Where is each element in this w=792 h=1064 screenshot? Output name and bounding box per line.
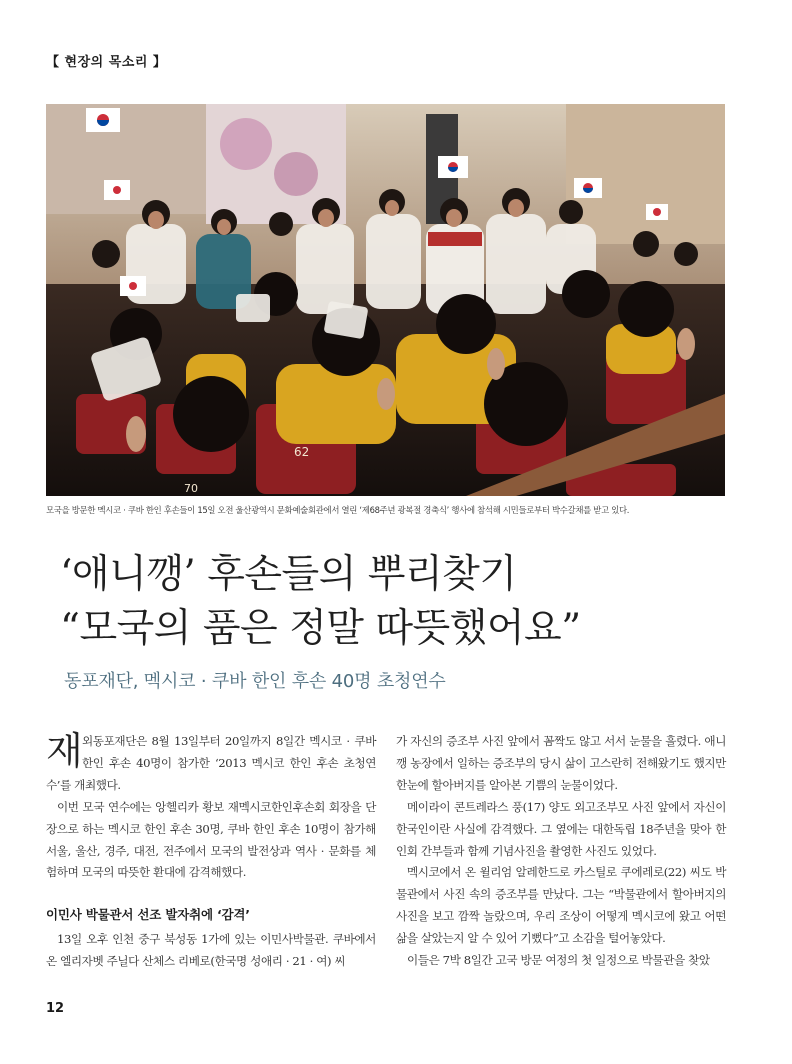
article-paragraph: 이들은 7박 8일간 고국 방문 여정의 첫 일정으로 박물관을 찾았 [407,953,710,968]
seat-label: 70 [184,482,198,495]
section-label: 【 현장의 목소리 】 [46,55,167,70]
subheadline: 동포재단, 멕시코 · 쿠바 한인 후손 40명 초청연수 [64,671,446,692]
page-number: 12 [46,1001,65,1016]
article-paragraph: 메이라이 콘트레라스 풍(17) 양도 외고조부모 사진 앞에서 자신이 한국인이란 사실에 감격했다. 그 옆에는 대한독립 18주년을 맞아 한인회 간부들과 함께 기념사진을 촬영한 사진도 있었다. [396,799,726,858]
article-paragraph: 이번 모국 연수에는 앙헬리카 황보 재멕시코한인후손회 회장을 단장으로 하는 멕시코 한인 후손 30명, 쿠바 한인 후손 10명이 참가해 서울, 울산, 경주, 대전, 전주에서 모국의 발전상과 역사 · 문화를 체험하며 모국의 따뜻한 환대에 감격해했다. [46,799,376,880]
seat-label: 62 [294,445,310,459]
article-column-left [46,731,376,973]
photo-illustration [46,104,725,496]
drop-cap: 재 [46,729,83,773]
event-photo [46,104,725,496]
paragraph-text: 외동포재단은 8월 13일부터 20일까지 8일간 멕시코 · 쿠바 한인 후손 40명이 참가한 ‘2013 멕시코 한인 후손 초청연수’를 개최했다. [46,734,376,792]
photo-caption: 모국을 방문한 멕시코 · 쿠바 한인 후손들이 15일 오전 울산광역시 문화예술회관에서 열린 ‘제68주년 광복절 경축식’ 행사에 참석해 시민들로부터 박수갈채를 받고 있다. [46,505,630,515]
article-paragraph: 가 자신의 증조부 사진 앞에서 꼼짝도 않고 서서 눈물을 흘렸다. 애니깽 농장에서 일하는 증조부의 당시 삶이 고스란히 전해왔기도 했지만 한눈에 할아버지를 알아본 기쁨의 눈물이었다. [396,734,726,792]
article-paragraph: 멕시코에서 온 윌리엄 알레한드로 카스틸로 쿠에레로(22) 씨도 박물관에서 사진 속의 증조부를 만났다. 그는 “박물관에서 할아버지의 사진을 보고 깜짝 놀랐으며, 우리 조상이 어떻게 멕시코에 왔고 어떤 삶을 살았는지 알 수 있어 기뻤다”고 소감을 털어놓았다. [396,865,726,946]
article-paragraph: 13일 오후 인천 중구 북성동 1가에 있는 이민사박물관. 쿠바에서 온 엘리자벳 주닐다 산체스 리베로(한국명 성애리 · 21 · 여) 씨 [46,932,376,969]
headline-line-1: ‘애니깽’ 후손들의 뿌리찾기 [60,552,517,597]
article-column-right [396,731,726,972]
headline-line-2: “모국의 품은 정말 따뜻했어요” [60,606,581,651]
article-paragraph [46,731,376,797]
subsection-title: 이민사 박물관서 선조 발자취에 ‘감격’ [46,907,250,923]
headline [60,548,581,656]
